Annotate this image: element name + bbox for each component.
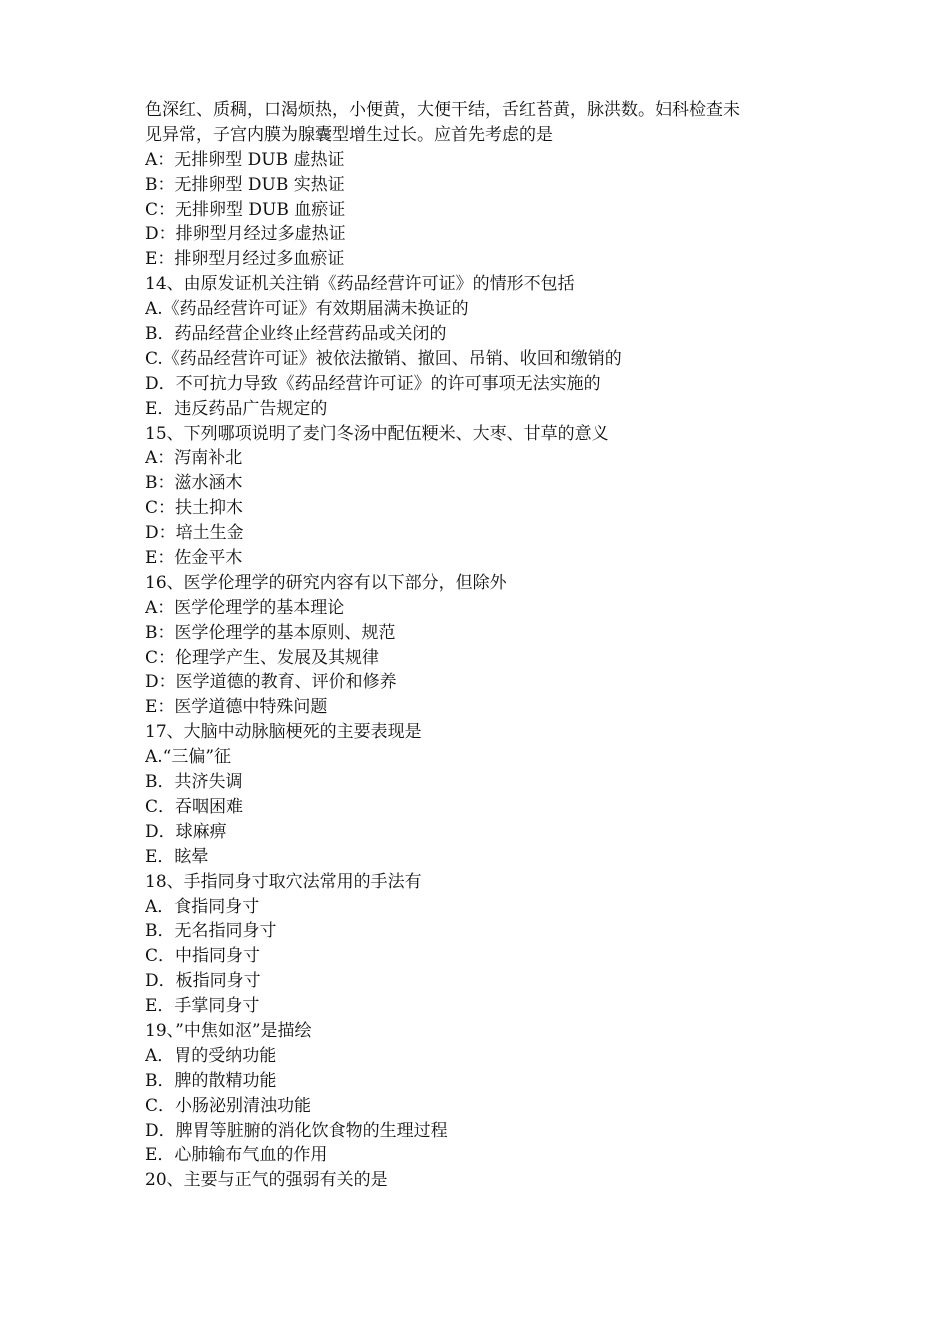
answer-option: D：医学道德的教育、评价和修养	[145, 672, 397, 693]
answer-option: D．球麻痹	[145, 821, 227, 842]
answer-option: C．小肠泌别清浊功能	[145, 1095, 312, 1116]
text-line: 见异常，子宫内膜为腺囊型增生过长。应首先考虑的是	[145, 124, 553, 145]
answer-option: A：泻南补北	[145, 448, 243, 469]
answer-option: C：扶土抑木	[145, 498, 244, 519]
answer-option: E．违反药品广告规定的	[145, 398, 328, 419]
answer-option: C．吞咽困难	[145, 796, 244, 817]
answer-option: D：培土生金	[145, 523, 244, 544]
answer-option: B．无名指同身寸	[145, 921, 277, 942]
answer-option: C.《药品经营许可证》被依法撤销、撤回、吊销、收回和缴销的	[145, 348, 622, 369]
answer-option: A：无排卵型 DUB 虚热证	[145, 149, 345, 170]
answer-option: C：无排卵型 DUB 血瘀证	[145, 199, 346, 220]
question-line: 17、大脑中动脉脑梗死的主要表现是	[145, 722, 422, 743]
answer-option: B：滋水涵木	[145, 473, 243, 494]
answer-option: B：医学伦理学的基本原则、规范	[145, 622, 396, 643]
answer-option: E：排卵型月经过多血瘀证	[145, 249, 345, 270]
answer-option: A．胃的受纳功能	[145, 1045, 277, 1066]
question-line: 18、手指同身寸取穴法常用的手法有	[145, 871, 422, 892]
answer-option: B．共济失调	[145, 772, 243, 793]
answer-option: D．不可抗力导致《药品经营许可证》的许可事项无法实施的	[145, 373, 601, 394]
answer-option: A：医学伦理学的基本理论	[145, 597, 345, 618]
question-line: 19、”中焦如沤”是描绘	[145, 1020, 312, 1041]
answer-option: A.《药品经营许可证》有效期届满未换证的	[145, 299, 469, 320]
answer-option: D：排卵型月经过多虚热证	[145, 224, 346, 245]
answer-option: E．心肺输布气血的作用	[145, 1145, 328, 1166]
answer-option: B．脾的散精功能	[145, 1070, 277, 1091]
question-line: 14、由原发证机关注销《药品经营许可证》的情形不包括	[145, 274, 575, 295]
answer-option: D．板指同身寸	[145, 971, 261, 992]
answer-option: B．药品经营企业终止经营药品或关闭的	[145, 324, 447, 345]
answer-option: E．眩晕	[145, 846, 209, 867]
answer-option: A．食指同身寸	[145, 896, 260, 917]
answer-option: C：伦理学产生、发展及其规律	[145, 647, 380, 668]
answer-option: A.“三偏”征	[145, 747, 232, 768]
question-line: 16、医学伦理学的研究内容有以下部分，但除外	[145, 572, 507, 593]
answer-option: E：医学道德中特殊问题	[145, 697, 328, 718]
answer-option: E．手掌同身寸	[145, 996, 260, 1017]
answer-option: E：佐金平木	[145, 548, 243, 569]
document-body	[145, 98, 825, 1193]
question-line: 20、主要与正气的强弱有关的是	[145, 1170, 388, 1191]
answer-option: B：无排卵型 DUB 实热证	[145, 174, 345, 195]
text-line: 色深红、质稠，口渴烦热，小便黄，大便干结，舌红苔黄，脉洪数。妇科检查未	[145, 100, 740, 120]
answer-option: D．脾胃等脏腑的消化饮食物的生理过程	[145, 1120, 448, 1141]
question-line: 15、下列哪项说明了麦门冬汤中配伍粳米、大枣、甘草的意义	[145, 423, 609, 444]
answer-option: C．中指同身寸	[145, 946, 261, 967]
